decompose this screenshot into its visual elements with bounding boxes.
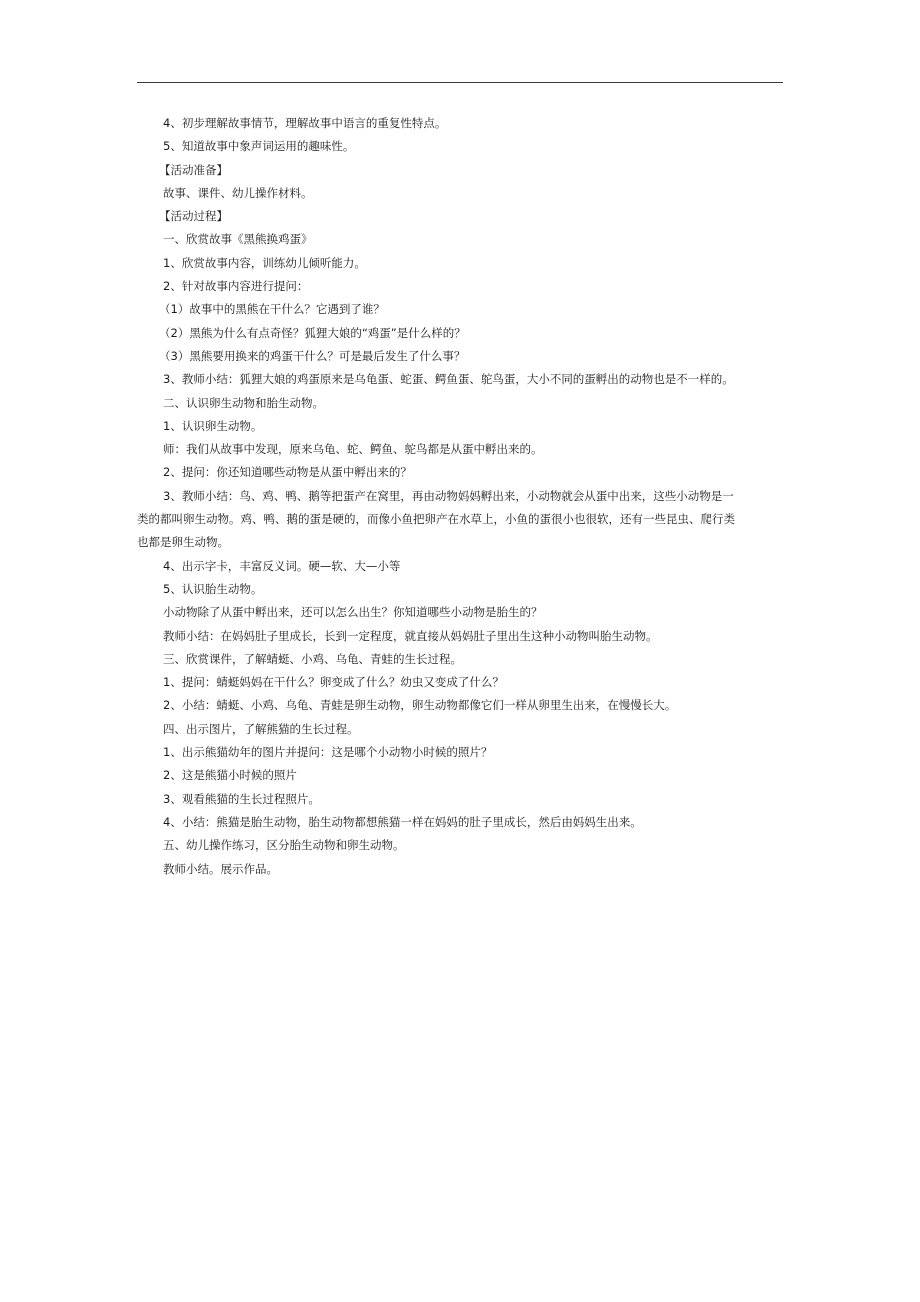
paragraph-line: 三、欣赏课件，了解蜻蜓、小鸡、乌龟、青蛙的生长过程。 [163, 651, 462, 666]
paragraph-line: 1、欣赏故事内容，训练幼儿倾听能力。 [163, 255, 366, 270]
paragraph-line: 2、小结：蜻蜓、小鸡、乌龟、青蛙是卵生动物，卵生动物都像它们一样从卵里生出来，在慢慢长大。 [163, 698, 677, 713]
paragraph-line: 五、幼儿操作练习，区分胎生动物和卵生动物。 [163, 838, 405, 853]
section-heading-line: （1）故事中的黑熊在干什么？它遇到了谁？ [159, 302, 385, 317]
document-body [137, 112, 783, 881]
paragraph-line: 一、欣赏故事《黑熊换鸡蛋》 [163, 232, 313, 247]
paragraph-line: 4、初步理解故事情节，理解故事中语言的重复性特点。 [163, 116, 447, 130]
paragraph-line: 1、提问：蜻蜓妈妈在干什么？卵变成了什么？幼虫又变成了什么？ [163, 675, 504, 690]
paragraph-line: 也都是卵生动物。 [137, 535, 229, 550]
paragraph-line: 1、出示熊猫幼年的图片并提问：这是哪个小动物小时候的照片？ [163, 745, 493, 760]
paragraph-line: 4、小结：熊猫是胎生动物，胎生动物都想熊猫一样在妈妈的肚子里成长，然后由妈妈生出来。 [163, 814, 642, 829]
paragraph-line: 类的都叫卵生动物。鸡、鸭、鹅的蛋是硬的，而像小鱼把卵产在水草上，小鱼的蛋很小也很软，还有一些昆虫、爬行类 [137, 512, 735, 527]
paragraph-line: 2、针对故事内容进行提问： [163, 279, 309, 294]
section-heading-line: 【活动过程】 [159, 209, 228, 224]
paragraph-line: 教师小结。展示作品。 [163, 861, 278, 876]
section-heading-line: （2）黑熊为什么有点奇怪？狐狸大娘的“鸡蛋”是什么样的？ [159, 325, 466, 340]
paragraph-line: 5、认识胎生动物。 [163, 581, 263, 596]
section-heading-line: 【活动准备】 [159, 162, 228, 177]
paragraph-line: 1、认识卵生动物。 [163, 418, 263, 433]
paragraph-line: 3、观看熊猫的生长过程照片。 [163, 791, 320, 806]
paragraph-line: 5、知道故事中象声词运用的趣味性。 [163, 139, 355, 154]
paragraph-line: 二、认识卵生动物和胎生动物。 [163, 395, 324, 410]
paragraph-line: 2、这是熊猫小时候的照片 [163, 768, 297, 783]
paragraph-line: 小动物除了从蛋中孵出来，还可以怎么出生？你知道哪些小动物是胎生的？ [163, 605, 543, 620]
paragraph-line: 4、出示字卡，丰富反义词。硬—软、大—小等 [163, 558, 401, 573]
paragraph-line: 教师小结：在妈妈肚子里成长，长到一定程度，就直接从妈妈肚子里出生这种小动物叫胎生动物。 [163, 628, 658, 643]
paragraph-line: 2、提问：你还知道哪些动物是从蛋中孵出来的？ [163, 465, 412, 480]
paragraph-line: 故事、课件、幼儿操作材料。 [163, 185, 313, 200]
paragraph-line: 四、出示图片，了解熊猫的生长过程。 [163, 721, 359, 736]
header-rule [137, 82, 783, 83]
paragraph-line: 3、教师小结：鸟、鸡、鸭、鹅等把蛋产在窝里，再由动物妈妈孵出来，小动物就会从蛋中出来，这些小动物是一 [163, 488, 734, 503]
paragraph-line: 3、教师小结：狐狸大娘的鸡蛋原来是乌龟蛋、蛇蛋、鳄鱼蛋、鸵鸟蛋，大小不同的蛋孵出的动物也是不一样的。 [163, 372, 734, 387]
paragraph-line: 师：我们从故事中发现，原来乌龟、蛇、鳄鱼、鸵鸟都是从蛋中孵出来的。 [163, 442, 543, 457]
section-heading-line: （3）黑熊要用换来的鸡蛋干什么？可是最后发生了什么事？ [159, 348, 466, 363]
